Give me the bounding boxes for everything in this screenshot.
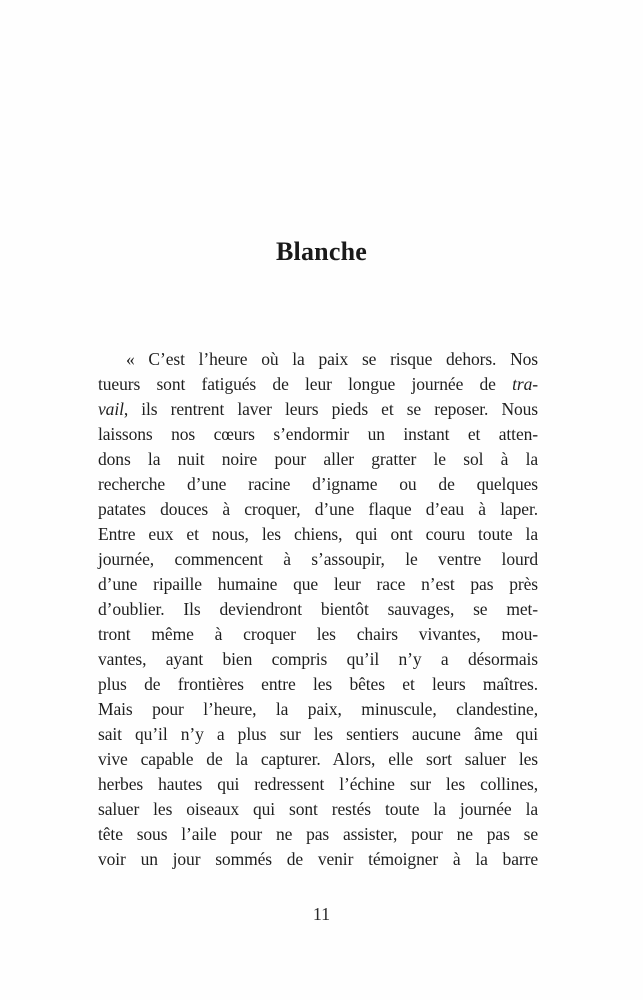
text-line: voir un jour sommés de venir témoigner à la barre: [98, 849, 538, 869]
text-line: patates douces à croquer, d’une flaque d’eau à laper.: [98, 499, 538, 519]
text-line: saluer les oiseaux qui sont restés toute la journée la: [98, 799, 538, 819]
text-line: tête sous l’aile pour ne pas assister, pour ne pas se: [98, 824, 538, 844]
text-line: plus de frontières entre les bêtes et leurs maîtres.: [98, 674, 538, 694]
text-line: herbes hautes qui redressent l’échine sur les collines,: [98, 774, 538, 794]
text-line: dons la nuit noire pour aller gratter le sol à la: [98, 449, 538, 469]
text-line: recherche d’une racine d’igname ou de quelques: [98, 474, 538, 494]
text-line: laissons nos cœurs s’endormir un instant et atten-: [98, 424, 538, 444]
text-line: « C’est l’heure où la paix se risque dehors. Nos: [126, 349, 538, 369]
text-line: tront même à croquer les chairs vivantes, mou-: [98, 624, 538, 644]
text-line: vive capable de la capturer. Alors, elle sort saluer les: [98, 749, 538, 769]
text-line: tueurs sont fatigués de leur longue journée de tra-: [98, 374, 538, 394]
chapter-title: Blanche: [276, 237, 367, 266]
text-line: vail, ils rentrent laver leurs pieds et se reposer. Nous: [98, 399, 538, 419]
text-line: sait qu’il n’y a plus sur les sentiers aucune âme qui: [98, 724, 538, 744]
text-line: d’une ripaille humaine que leur race n’est pas près: [98, 574, 538, 594]
page-number: 11: [312, 904, 331, 924]
text-line: d’oublier. Ils deviendront bientôt sauvages, se met-: [98, 599, 538, 619]
paragraph: [98, 347, 538, 872]
text-line: Mais pour l’heure, la paix, minuscule, clandestine,: [98, 699, 538, 719]
text-line: journée, commencent à s’assoupir, le ventre lourd: [98, 549, 538, 569]
text-line: vantes, ayant bien compris qu’il n’y a désormais: [98, 649, 538, 669]
text-line: Entre eux et nous, les chiens, qui ont couru toute la: [98, 524, 538, 544]
